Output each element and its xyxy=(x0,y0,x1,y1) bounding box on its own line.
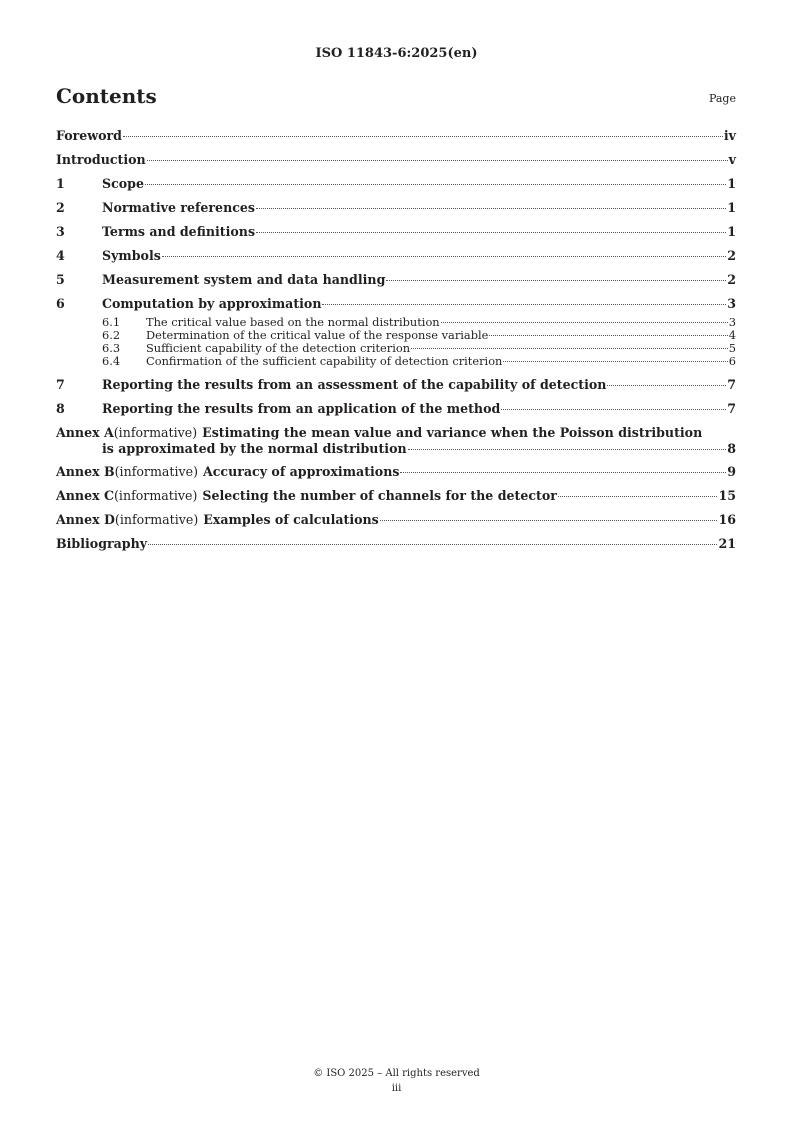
toc-entry-number: 1 xyxy=(56,176,65,191)
toc-entry-annex[interactable] xyxy=(56,484,736,508)
toc-entry-title: Measurement system and data handling xyxy=(102,272,386,287)
dot-leader xyxy=(411,348,728,349)
toc-entry-annex[interactable] xyxy=(56,508,736,532)
dot-leader xyxy=(607,385,726,386)
toc-entry[interactable] xyxy=(56,373,736,397)
dot-leader xyxy=(408,449,727,450)
toc-entry[interactable] xyxy=(56,148,736,172)
dot-leader xyxy=(503,361,727,362)
page-column-label: Page xyxy=(708,92,736,105)
dot-leader xyxy=(256,232,726,233)
toc-entry-number: 3 xyxy=(56,224,65,239)
dot-leader xyxy=(322,304,726,305)
dot-leader xyxy=(123,136,723,137)
toc-entry-page: 2 xyxy=(727,272,736,287)
toc-entry-annex[interactable] xyxy=(56,421,736,460)
toc-entry-annex[interactable] xyxy=(56,460,736,484)
annex-label: Annex C xyxy=(56,488,115,503)
table-of-contents xyxy=(56,124,736,556)
toc-entry-line xyxy=(56,441,736,457)
toc-entry-page: 5 xyxy=(728,341,736,355)
toc-entry[interactable] xyxy=(56,124,736,148)
dot-leader xyxy=(145,184,726,185)
toc-entry-page: 9 xyxy=(727,464,736,479)
toc-entry-number: 7 xyxy=(56,377,65,392)
toc-entry-page: 6 xyxy=(728,354,736,368)
toc-entry-page: 3 xyxy=(728,315,736,329)
toc-entry-title: Terms and definitions xyxy=(102,224,256,239)
dot-leader xyxy=(501,409,726,410)
toc-entry-line xyxy=(56,244,736,268)
toc-entry-title-continued: is approximated by the normal distribution xyxy=(102,440,407,456)
toc-entry-title: Bibliography xyxy=(56,536,148,551)
dot-leader xyxy=(400,472,726,473)
annex-label: Annex A xyxy=(56,425,114,440)
toc-entry-page: iv xyxy=(723,128,736,143)
toc-entry-title: Normative references xyxy=(102,200,256,215)
toc-entry-page: 15 xyxy=(718,488,736,503)
annex-label: Annex D xyxy=(56,512,115,527)
toc-entry-page: 3 xyxy=(727,296,736,311)
toc-entry[interactable] xyxy=(56,196,736,220)
toc-entry-title: Foreword xyxy=(56,128,122,143)
annex-label: Annex B xyxy=(56,464,115,479)
toc-entry-line xyxy=(56,355,736,368)
contents-heading: Contents xyxy=(56,84,157,108)
toc-entry-line xyxy=(56,484,736,508)
toc-entry-line xyxy=(56,292,736,316)
toc-entry-line xyxy=(56,268,736,292)
toc-entry-number: 5 xyxy=(56,272,65,287)
dot-leader xyxy=(489,335,727,336)
annex-informative-tag: (informative) xyxy=(114,464,198,479)
toc-entry-page: 16 xyxy=(718,512,736,527)
dot-leader xyxy=(148,544,717,545)
toc-entry-number: 6.4 xyxy=(102,354,121,368)
annex-informative-tag: (informative) xyxy=(114,512,199,527)
toc-entry-line xyxy=(56,373,736,397)
toc-entry-line xyxy=(56,397,736,421)
toc-entry[interactable] xyxy=(56,172,736,196)
toc-entry-line xyxy=(56,196,736,220)
document-id-header: ISO 11843-6:2025(en) xyxy=(315,46,478,61)
toc-entry-page: 21 xyxy=(718,536,736,551)
toc-entry[interactable] xyxy=(56,220,736,244)
dot-leader xyxy=(558,496,718,497)
toc-entry-page: 4 xyxy=(728,328,736,342)
dot-leader xyxy=(147,160,728,161)
annex-informative-tag: (informative) xyxy=(114,488,198,503)
dot-leader xyxy=(386,280,726,281)
toc-entry-number: 6.3 xyxy=(102,341,121,355)
toc-entry-line xyxy=(56,172,736,196)
dot-leader xyxy=(162,256,726,257)
toc-entry-number: 4 xyxy=(56,248,65,263)
toc-entry-title: Determination of the critical value of the response variable xyxy=(146,328,489,342)
toc-entry-title: The critical value based on the normal distribution xyxy=(146,315,440,329)
copyright-notice: © ISO 2025 – All rights reserved xyxy=(313,1068,480,1079)
toc-entry-title: Examples of calculations xyxy=(203,512,379,527)
toc-entry-title: Confirmation of the sufficient capability of detection criterion xyxy=(146,354,503,368)
toc-entry-page: 1 xyxy=(727,176,736,191)
dot-leader xyxy=(441,322,728,323)
toc-entry-page: 7 xyxy=(727,377,736,392)
toc-entry-page: 1 xyxy=(727,224,736,239)
toc-entry-title: Reporting the results from an assessment of the capability of detection xyxy=(102,377,607,392)
toc-entry[interactable] xyxy=(56,397,736,421)
dot-leader xyxy=(380,520,718,521)
toc-entry-title: Sufficient capability of the detection criterion xyxy=(146,341,411,355)
dot-leader xyxy=(256,208,726,209)
page-footer xyxy=(0,1066,793,1096)
toc-entry-title: Accuracy of approximations xyxy=(202,464,400,479)
toc-entry-line xyxy=(56,148,736,172)
toc-entry-number: 6.2 xyxy=(102,328,121,342)
toc-entry-number: 6.1 xyxy=(102,315,121,329)
page-number: iii xyxy=(391,1083,402,1094)
toc-entry[interactable] xyxy=(56,244,736,268)
toc-entry-subclause[interactable] xyxy=(56,355,736,368)
toc-entry-number: 2 xyxy=(56,200,65,215)
toc-entry-page: 7 xyxy=(727,401,736,416)
toc-entry-number: 6 xyxy=(56,296,65,311)
toc-entry-line xyxy=(56,460,736,484)
toc-entry-title: Reporting the results from an application of the method xyxy=(102,401,501,416)
toc-entry-title: Scope xyxy=(102,176,144,191)
toc-entry[interactable] xyxy=(56,292,736,316)
toc-entry-line xyxy=(56,220,736,244)
toc-entry-page: 8 xyxy=(727,440,736,456)
toc-entry-title: Introduction xyxy=(56,152,146,167)
toc-entry[interactable] xyxy=(56,532,736,556)
toc-entry-number: 8 xyxy=(56,401,65,416)
toc-entry-line xyxy=(56,532,736,556)
toc-entry-line xyxy=(56,124,736,148)
toc-entry-title: Computation by approximation xyxy=(102,296,322,311)
toc-entry-line xyxy=(56,508,736,532)
toc-entry[interactable] xyxy=(56,268,736,292)
toc-entry-title: Selecting the number of channels for the detector xyxy=(202,488,557,503)
annex-informative-tag: (informative) xyxy=(113,425,198,440)
toc-entry-page: 2 xyxy=(727,248,736,263)
toc-entry-line xyxy=(56,425,736,441)
toc-entry-page: v xyxy=(728,152,736,167)
toc-entry-title: Symbols xyxy=(102,248,161,263)
toc-entry-title: Estimating the mean value and variance when the Poisson distribution xyxy=(202,425,703,440)
toc-entry-page: 1 xyxy=(727,200,736,215)
